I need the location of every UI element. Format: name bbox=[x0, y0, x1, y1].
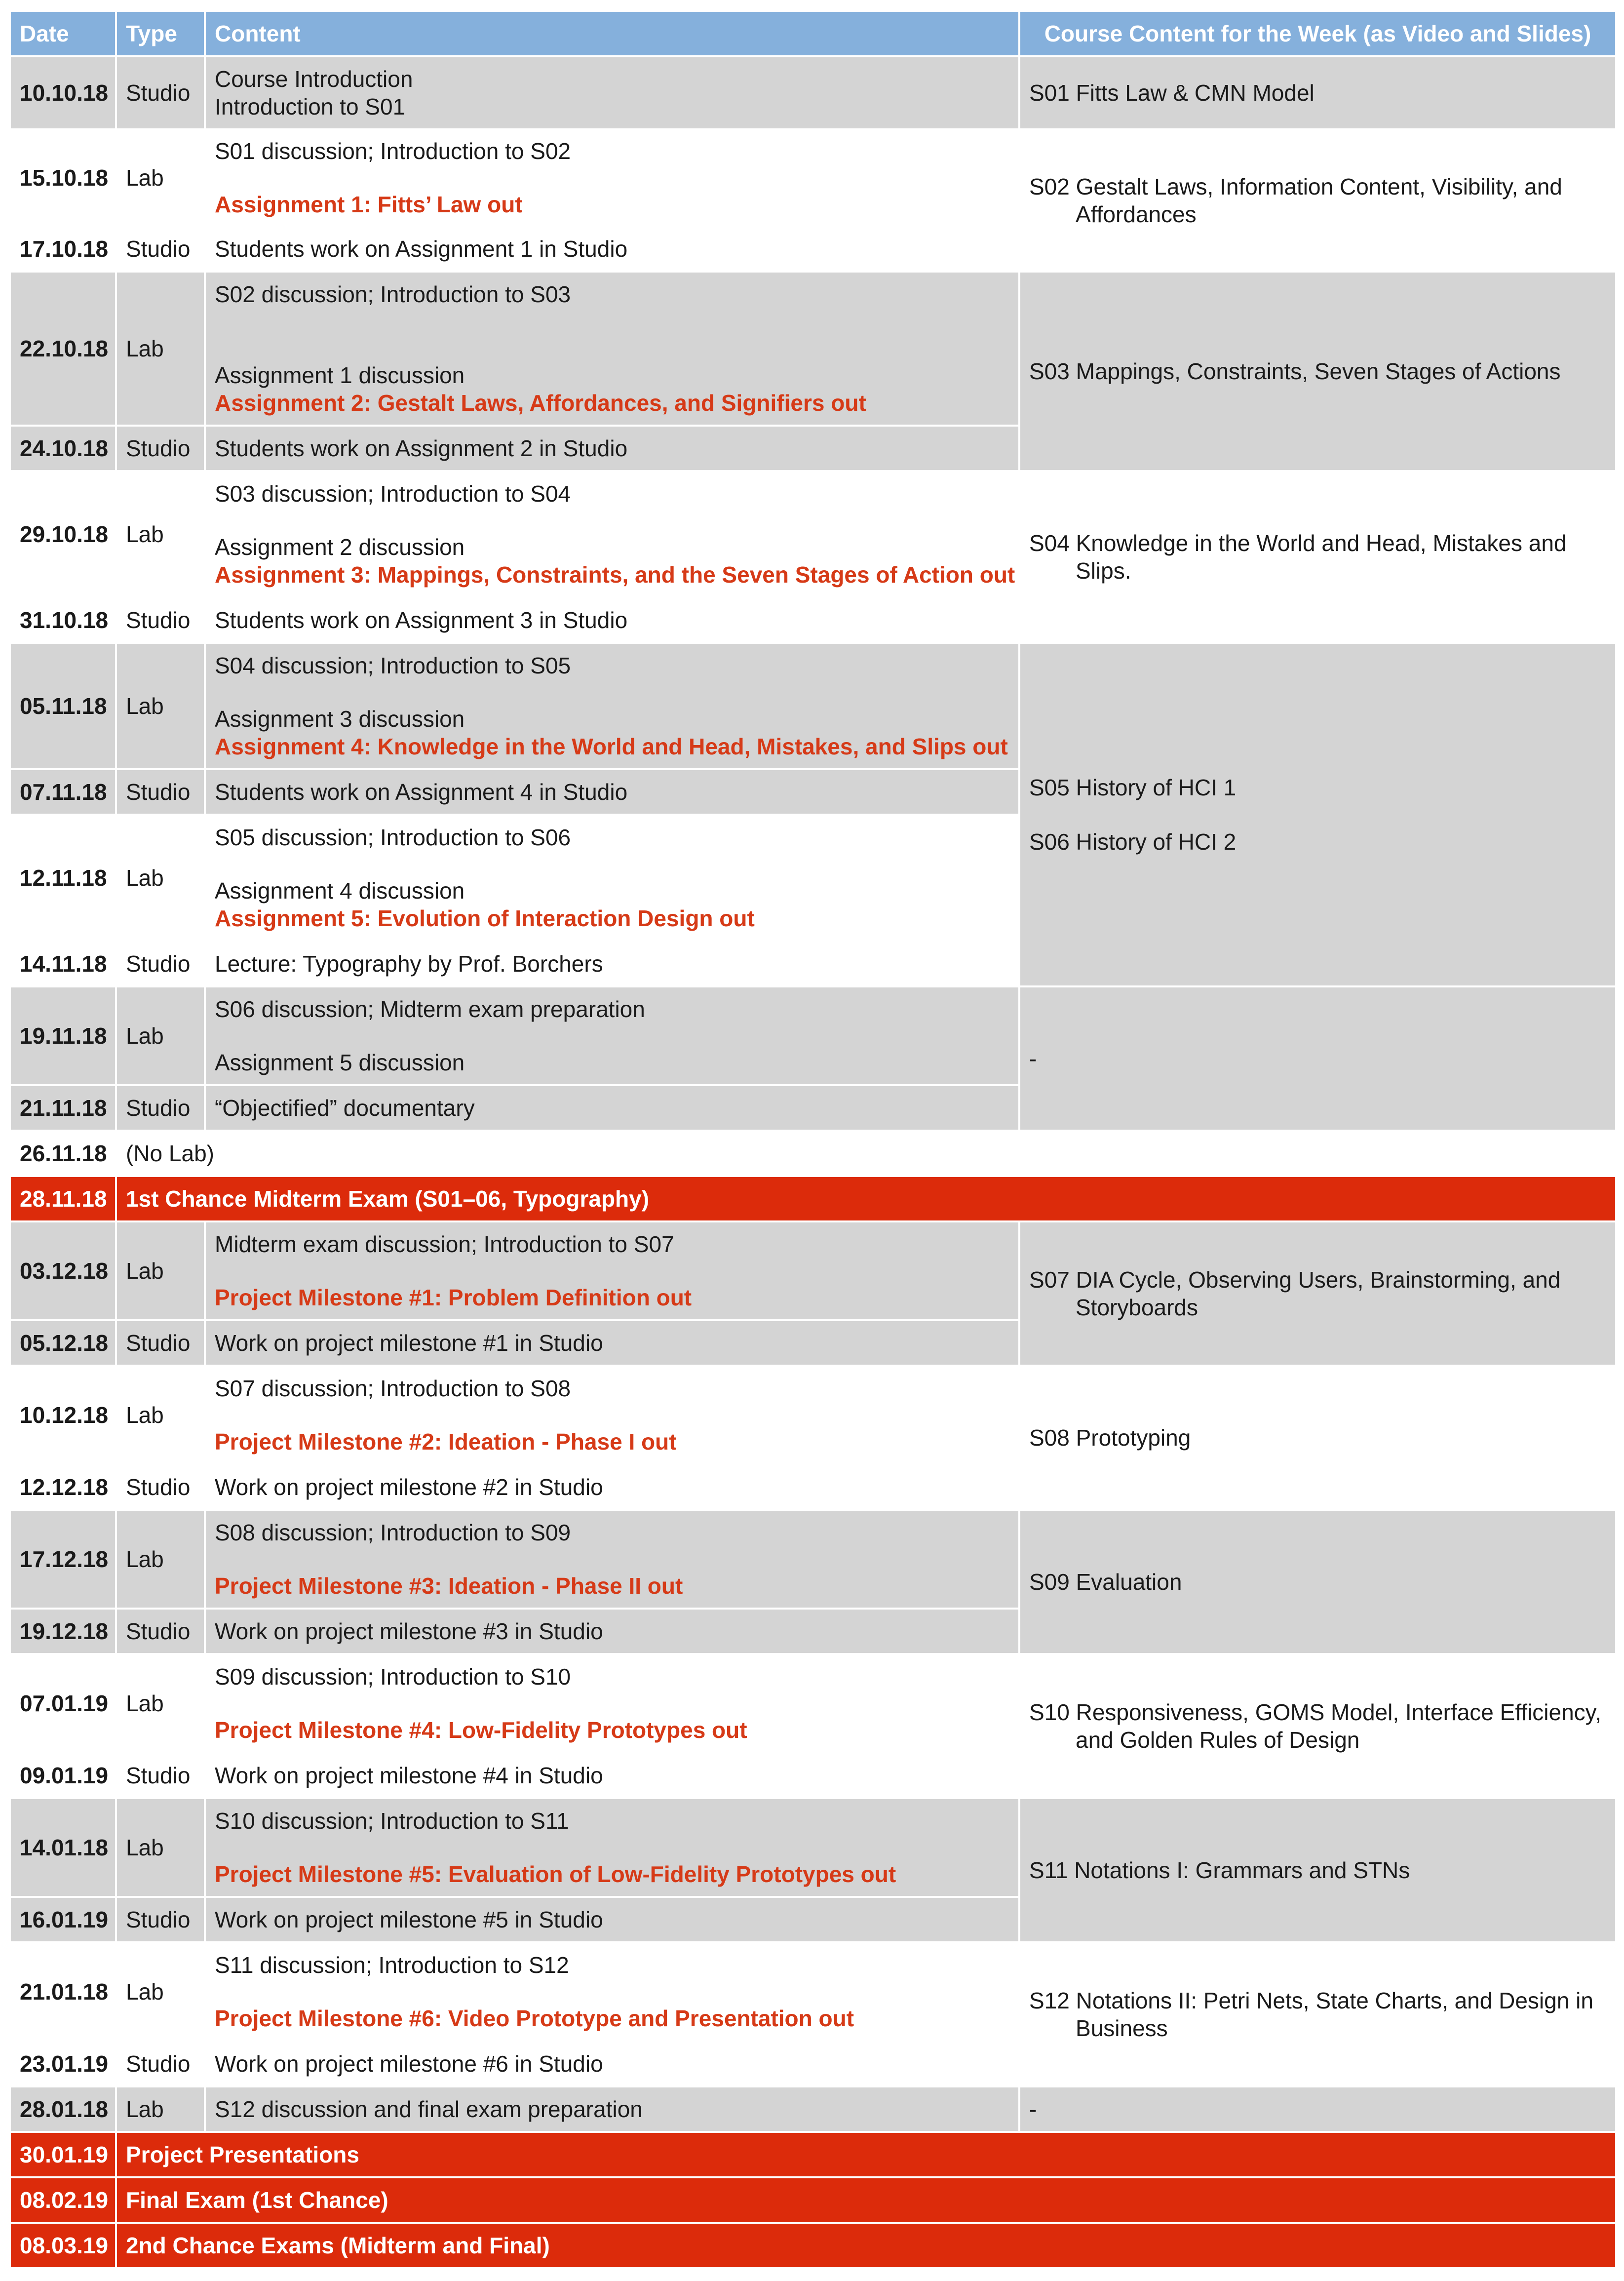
exam-banner: Final Exam (1st Chance) bbox=[116, 2177, 1616, 2223]
table-row bbox=[10, 1654, 1616, 1753]
content-cell bbox=[205, 2086, 1019, 2132]
content-line: S01 discussion; Introduction to S02 bbox=[215, 138, 571, 164]
course-content-cell bbox=[1019, 1798, 1616, 1942]
content-line: Lecture: Typography by Prof. Borchers bbox=[215, 951, 603, 977]
course-content-cell bbox=[1019, 272, 1616, 471]
type-cell: Lab bbox=[116, 471, 205, 597]
content-cell bbox=[205, 1798, 1019, 1897]
header-row bbox=[10, 11, 1616, 56]
date-cell: 23.01.19 bbox=[10, 2041, 116, 2086]
course-content-text: S04 Knowledge in the World and Head, Mistakes and Slips. bbox=[1029, 530, 1567, 584]
content-cell bbox=[205, 986, 1019, 1085]
date-cell: 17.10.18 bbox=[10, 226, 116, 272]
content-cell bbox=[205, 1609, 1019, 1654]
milestone-highlight: Project Milestone #5: Evaluation of Low-Fidelity Prototypes out bbox=[215, 1861, 896, 1887]
date-cell: 21.11.18 bbox=[10, 1085, 116, 1131]
content-line: Course Introduction bbox=[215, 66, 413, 92]
content-cell bbox=[205, 1366, 1019, 1464]
type-cell: Lab bbox=[116, 1366, 205, 1464]
table-row bbox=[10, 1798, 1616, 1897]
content-line: Students work on Assignment 2 in Studio bbox=[215, 435, 628, 461]
course-content-text: - bbox=[1029, 1046, 1037, 1071]
course-content-text: S03 Mappings, Constraints, Seven Stages of Actions bbox=[1029, 358, 1561, 384]
exam-banner: 2nd Chance Exams (Midterm and Final) bbox=[116, 2223, 1616, 2268]
content-cell bbox=[205, 1464, 1019, 1510]
content-cell bbox=[205, 1897, 1019, 1942]
content-line: S09 discussion; Introduction to S10 bbox=[215, 1664, 571, 1690]
course-content-text: S10 Responsiveness, GOMS Model, Interface Efficiency, and Golden Rules of Design bbox=[1029, 1699, 1602, 1753]
content-cell bbox=[205, 1942, 1019, 2041]
course-content-cell bbox=[1019, 643, 1616, 986]
course-content-cell bbox=[1019, 1942, 1616, 2086]
content-line: Assignment 3 discussion bbox=[215, 706, 465, 732]
content-column-header: Content bbox=[205, 11, 1019, 56]
type-cell: Lab bbox=[116, 1510, 205, 1609]
course-schedule-table bbox=[9, 10, 1617, 2269]
date-cell: 05.11.18 bbox=[10, 643, 116, 769]
table-row bbox=[10, 129, 1616, 226]
course-content-cell bbox=[1019, 56, 1616, 129]
date-cell: 05.12.18 bbox=[10, 1320, 116, 1366]
type-cell: Lab bbox=[116, 1942, 205, 2041]
content-cell bbox=[205, 2041, 1019, 2086]
type-cell: Lab bbox=[116, 129, 205, 226]
type-cell: Studio bbox=[116, 1464, 205, 1510]
date-cell: 31.10.18 bbox=[10, 597, 116, 643]
course-content-cell bbox=[1019, 2086, 1616, 2132]
date-column-header: Date bbox=[10, 11, 116, 56]
content-line: “Objectified” documentary bbox=[215, 1095, 475, 1121]
type-cell: Studio bbox=[116, 2041, 205, 2086]
exam-banner-row bbox=[10, 2223, 1616, 2268]
milestone-highlight: Project Milestone #3: Ideation - Phase II out bbox=[215, 1573, 683, 1599]
date-cell: 26.11.18 bbox=[10, 1131, 116, 1176]
date-cell: 22.10.18 bbox=[10, 272, 116, 426]
date-cell: 29.10.18 bbox=[10, 471, 116, 597]
table-row bbox=[10, 1131, 1616, 1176]
course-content-text: S02 Gestalt Laws, Information Content, Visibility, and Affordances bbox=[1029, 174, 1562, 227]
content-line: Students work on Assignment 1 in Studio bbox=[215, 236, 628, 262]
content-line: S07 discussion; Introduction to S08 bbox=[215, 1376, 571, 1401]
course-content-text: - bbox=[1029, 2096, 1037, 2122]
milestone-highlight: Project Milestone #6: Video Prototype and Presentation out bbox=[215, 2006, 854, 2031]
content-line: Assignment 5 discussion bbox=[215, 1050, 465, 1075]
content-line: Assignment 2 discussion bbox=[215, 534, 465, 560]
date-cell: 10.10.18 bbox=[10, 56, 116, 129]
type-cell: Lab bbox=[116, 1654, 205, 1753]
course-content-cell bbox=[1019, 1221, 1616, 1366]
content-line: Work on project milestone #6 in Studio bbox=[215, 2051, 603, 2077]
type-cell: Studio bbox=[116, 597, 205, 643]
content-line: S06 discussion; Midterm exam preparation bbox=[215, 996, 645, 1022]
content-line: Work on project milestone #3 in Studio bbox=[215, 1618, 603, 1644]
content-cell bbox=[205, 1510, 1019, 1609]
content-cell bbox=[205, 1221, 1019, 1320]
course-content-cell bbox=[1019, 129, 1616, 272]
exam-banner-row bbox=[10, 2132, 1616, 2177]
content-cell bbox=[205, 1085, 1019, 1131]
content-cell bbox=[205, 226, 1019, 272]
content-cell bbox=[205, 597, 1019, 643]
content-line: Assignment 1 discussion bbox=[215, 362, 465, 388]
type-cell: Studio bbox=[116, 426, 205, 471]
content-cell bbox=[205, 941, 1019, 986]
content-line: S05 discussion; Introduction to S06 bbox=[215, 825, 571, 850]
course-content-text: S01 Fitts Law & CMN Model bbox=[1029, 80, 1315, 106]
assignment-highlight: Assignment 2: Gestalt Laws, Affordances, and Signifiers out bbox=[215, 390, 866, 416]
content-line: Work on project milestone #2 in Studio bbox=[215, 1474, 603, 1500]
date-cell: 17.12.18 bbox=[10, 1510, 116, 1609]
course-content-cell bbox=[1019, 471, 1616, 643]
content-cell bbox=[205, 769, 1019, 815]
content-cell bbox=[205, 129, 1019, 226]
content-line: Students work on Assignment 3 in Studio bbox=[215, 607, 628, 633]
type-cell: Studio bbox=[116, 1609, 205, 1654]
content-line: Assignment 4 discussion bbox=[215, 878, 465, 904]
type-cell: Studio bbox=[116, 941, 205, 986]
content-cell bbox=[205, 815, 1019, 941]
date-cell: 19.12.18 bbox=[10, 1609, 116, 1654]
table-row bbox=[10, 1510, 1616, 1609]
assignment-highlight: Assignment 3: Mappings, Constraints, and the Seven Stages of Action out bbox=[215, 562, 1015, 588]
course-content-cell bbox=[1019, 1366, 1616, 1510]
course-content-cell bbox=[1019, 1510, 1616, 1654]
course-content-text: S06 History of HCI 2 bbox=[1029, 829, 1237, 855]
content-line: S03 discussion; Introduction to S04 bbox=[215, 481, 571, 507]
table-row bbox=[10, 1366, 1616, 1464]
course-content-text: S12 Notations II: Petri Nets, State Charts, and Design in Business bbox=[1029, 1988, 1593, 2041]
date-cell: 12.12.18 bbox=[10, 1464, 116, 1510]
course-content-text: S11 Notations I: Grammars and STNs bbox=[1029, 1857, 1410, 1883]
date-cell: 15.10.18 bbox=[10, 129, 116, 226]
date-cell: 16.01.19 bbox=[10, 1897, 116, 1942]
exam-banner-row bbox=[10, 1176, 1616, 1221]
date-cell: 14.01.18 bbox=[10, 1798, 116, 1897]
type-cell: Lab bbox=[116, 272, 205, 426]
content-line: Students work on Assignment 4 in Studio bbox=[215, 779, 628, 805]
exam-banner: 1st Chance Midterm Exam (S01–06, Typography) bbox=[116, 1176, 1616, 1221]
course-content-text: S07 DIA Cycle, Observing Users, Brainstorming, and Storyboards bbox=[1029, 1267, 1561, 1320]
type-cell: Lab bbox=[116, 2086, 205, 2132]
date-cell: 19.11.18 bbox=[10, 986, 116, 1085]
date-cell: 08.03.19 bbox=[10, 2223, 116, 2268]
course-content-cell bbox=[1019, 1654, 1616, 1798]
milestone-highlight: Project Milestone #4: Low-Fidelity Prototypes out bbox=[215, 1717, 747, 1743]
content-cell bbox=[205, 643, 1019, 769]
date-cell: 21.01.18 bbox=[10, 1942, 116, 2041]
type-cell: Studio bbox=[116, 1897, 205, 1942]
content-line: S02 discussion; Introduction to S03 bbox=[215, 281, 571, 307]
table-row bbox=[10, 471, 1616, 597]
content-line: S10 discussion; Introduction to S11 bbox=[215, 1808, 569, 1834]
date-cell: 30.01.19 bbox=[10, 2132, 116, 2177]
type-cell: Studio bbox=[116, 1320, 205, 1366]
date-cell: 24.10.18 bbox=[10, 426, 116, 471]
type-cell: Lab bbox=[116, 986, 205, 1085]
date-cell: 10.12.18 bbox=[10, 1366, 116, 1464]
table-row bbox=[10, 56, 1616, 129]
date-cell: 08.02.19 bbox=[10, 2177, 116, 2223]
content-line: Work on project milestone #1 in Studio bbox=[215, 1330, 603, 1356]
exam-banner: Project Presentations bbox=[116, 2132, 1616, 2177]
course-content-text: S09 Evaluation bbox=[1029, 1569, 1182, 1595]
content-cell bbox=[205, 56, 1019, 129]
content-cell bbox=[205, 1654, 1019, 1753]
date-cell: 09.01.19 bbox=[10, 1753, 116, 1798]
type-cell: Lab bbox=[116, 1798, 205, 1897]
type-cell: Lab bbox=[116, 1221, 205, 1320]
content-line: S12 discussion and final exam preparation bbox=[215, 2096, 643, 2122]
content-cell bbox=[205, 1320, 1019, 1366]
table-row bbox=[10, 1221, 1616, 1320]
milestone-highlight: Project Milestone #1: Problem Definition out bbox=[215, 1285, 692, 1310]
date-cell: 03.12.18 bbox=[10, 1221, 116, 1320]
table-row bbox=[10, 1942, 1616, 2041]
course-content-text: S05 History of HCI 1 bbox=[1029, 775, 1237, 800]
table-row bbox=[10, 643, 1616, 769]
table-row bbox=[10, 2086, 1616, 2132]
table-row bbox=[10, 272, 1616, 426]
date-cell: 28.01.18 bbox=[10, 2086, 116, 2132]
type-cell: Studio bbox=[116, 56, 205, 129]
course-content-text: S08 Prototyping bbox=[1029, 1425, 1191, 1451]
date-cell: 07.01.19 bbox=[10, 1654, 116, 1753]
content-cell bbox=[205, 1753, 1019, 1798]
type-cell: Studio bbox=[116, 226, 205, 272]
assignment-highlight: Assignment 5: Evolution of Interaction Design out bbox=[215, 905, 755, 931]
type-column-header: Type bbox=[116, 11, 205, 56]
no-lab-note: (No Lab) bbox=[116, 1131, 1616, 1176]
date-cell: 07.11.18 bbox=[10, 769, 116, 815]
type-cell: Lab bbox=[116, 815, 205, 941]
exam-banner-row bbox=[10, 2177, 1616, 2223]
type-cell: Studio bbox=[116, 1085, 205, 1131]
content-line: Work on project milestone #4 in Studio bbox=[215, 1763, 603, 1788]
content-line: S08 discussion; Introduction to S09 bbox=[215, 1520, 571, 1545]
content-line: Work on project milestone #5 in Studio bbox=[215, 1907, 603, 1932]
content-line: S11 discussion; Introduction to S12 bbox=[215, 1952, 569, 1978]
content-line: S04 discussion; Introduction to S05 bbox=[215, 653, 571, 678]
table-row bbox=[10, 986, 1616, 1085]
course-content-cell bbox=[1019, 986, 1616, 1131]
content-line: Introduction to S01 bbox=[215, 94, 406, 119]
course-content-column-header: Course Content for the Week (as Video and Slides) bbox=[1019, 11, 1616, 56]
content-cell bbox=[205, 426, 1019, 471]
content-cell bbox=[205, 272, 1019, 426]
milestone-highlight: Project Milestone #2: Ideation - Phase I out bbox=[215, 1429, 677, 1455]
content-cell bbox=[205, 471, 1019, 597]
date-cell: 12.11.18 bbox=[10, 815, 116, 941]
type-cell: Studio bbox=[116, 1753, 205, 1798]
date-cell: 28.11.18 bbox=[10, 1176, 116, 1221]
type-cell: Lab bbox=[116, 643, 205, 769]
date-cell: 14.11.18 bbox=[10, 941, 116, 986]
type-cell: Studio bbox=[116, 769, 205, 815]
content-line: Midterm exam discussion; Introduction to S07 bbox=[215, 1231, 674, 1257]
assignment-highlight: Assignment 4: Knowledge in the World and Head, Mistakes, and Slips out bbox=[215, 734, 1008, 759]
assignment-highlight: Assignment 1: Fitts’ Law out bbox=[215, 192, 523, 217]
